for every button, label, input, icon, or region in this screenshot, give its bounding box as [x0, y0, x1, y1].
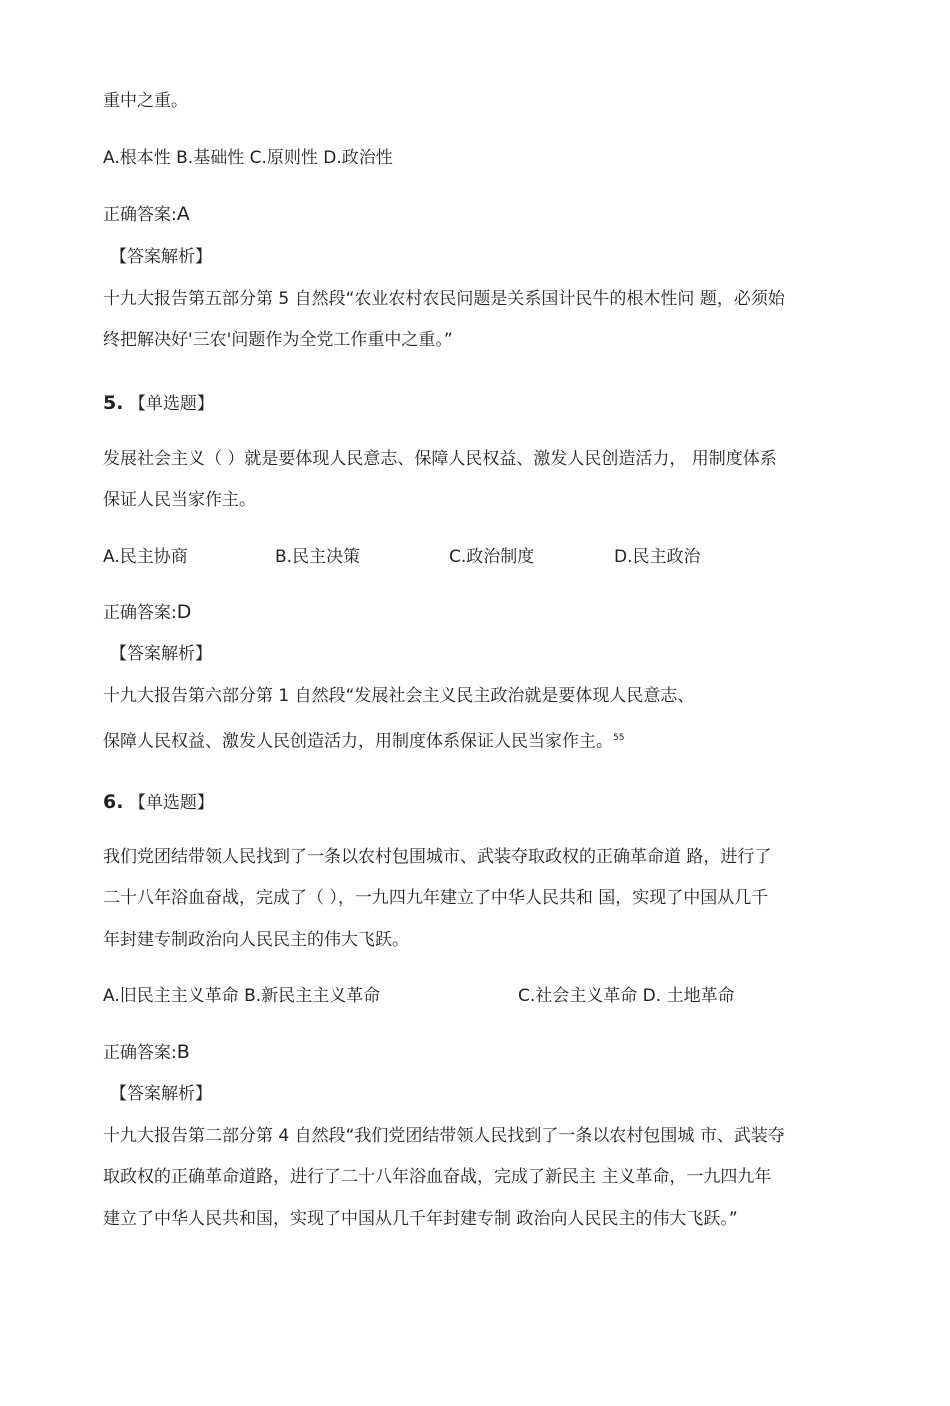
q6-text-line-2: 二十八年浴血奋战，完成了（ ），一九四九年建立了中华人民共和 国，实现了中国从几千 — [103, 888, 769, 908]
q5-analysis-line-1: 十九大报告第六部分第 1 自然段“发展社会主义民主政治就是要体现人民意志、 — [103, 686, 695, 706]
q5-option-a: A.民主协商 — [103, 547, 188, 567]
q5-analysis-label: 【答案解析】 — [110, 644, 212, 664]
q5-text-line-1: 发展社会主义（ ）就是要体现人民意志、保障人民权益、激发人民创造活力， 用制度体系 — [103, 449, 777, 469]
q4-answer — [103, 202, 190, 227]
q5-analysis-line-2 — [103, 726, 624, 754]
question-type: 【单选题】 — [128, 793, 214, 813]
answer-label: 正确答案: — [103, 205, 177, 225]
q6-text-line-1: 我们党团结带领人民找到了一条以农村包围城市、武装夺取政权的正确革命道 路，进行了 — [103, 847, 772, 867]
answer-letter: D — [176, 601, 192, 623]
q4-analysis-label: 【答案解析】 — [110, 247, 212, 267]
q4-analysis-line-1: 十九大报告第五部分第 5 自然段“农业农村农民问题是关系国计民牛的根木性问 题，必须始 — [103, 289, 785, 309]
q5-option-b: B.民主决策 — [275, 547, 361, 567]
q6-text-line-3: 年封建专制政治向人民民主的伟大飞跃。 — [103, 930, 409, 950]
answer-letter: A — [176, 203, 190, 225]
q5-header — [103, 391, 214, 416]
q6-analysis-line-1: 十九大报告第二部分第 4 自然段“我们党团结带领人民找到了一条以农村包围城 市、武装夺 — [103, 1126, 785, 1146]
footnote-mark: 55 — [613, 733, 625, 743]
answer-letter: B — [176, 1041, 190, 1063]
question-type: 【单选题】 — [128, 394, 214, 414]
question-number: 6. — [103, 791, 124, 813]
q4-text-end: 重中之重。 — [103, 91, 188, 111]
q5-text-line-2: 保证人民当家作主。 — [103, 490, 256, 510]
q6-analysis-label: 【答案解析】 — [110, 1084, 212, 1104]
q6-analysis-line-3: 建立了中华人民共和国，实现了中国从几千年封建专制 政治向人民民主的伟大飞跃。” — [103, 1209, 738, 1229]
q6-header — [103, 790, 214, 815]
analysis-text: 保障人民权益、激发人民创造活力，用制度体系保证人民当家作主。 — [103, 731, 613, 752]
q6-options-left: A.旧民主主义革命 B.新民主主义革命 — [103, 986, 381, 1006]
answer-label: 正确答案: — [103, 603, 177, 623]
answer-label: 正确答案: — [103, 1043, 177, 1063]
q5-option-d: D.民主政治 — [614, 547, 701, 567]
q6-analysis-line-2: 取政权的正确革命道路，进行了二十八年浴血奋战，完成了新民主 主义革命，一九四九年 — [103, 1167, 772, 1187]
q5-option-c: C.政治制度 — [449, 547, 535, 567]
q6-answer — [103, 1040, 190, 1065]
q4-analysis-line-2: 终把解决好'三农'问题作为全党工作重中之重。” — [103, 330, 453, 350]
q5-answer — [103, 600, 191, 625]
q6-options-right: C.社会主义革命 D. 土地革命 — [518, 986, 735, 1006]
q4-options: A.根本性 B.基础性 C.原则性 D.政治性 — [103, 148, 393, 168]
question-number: 5. — [103, 392, 124, 414]
